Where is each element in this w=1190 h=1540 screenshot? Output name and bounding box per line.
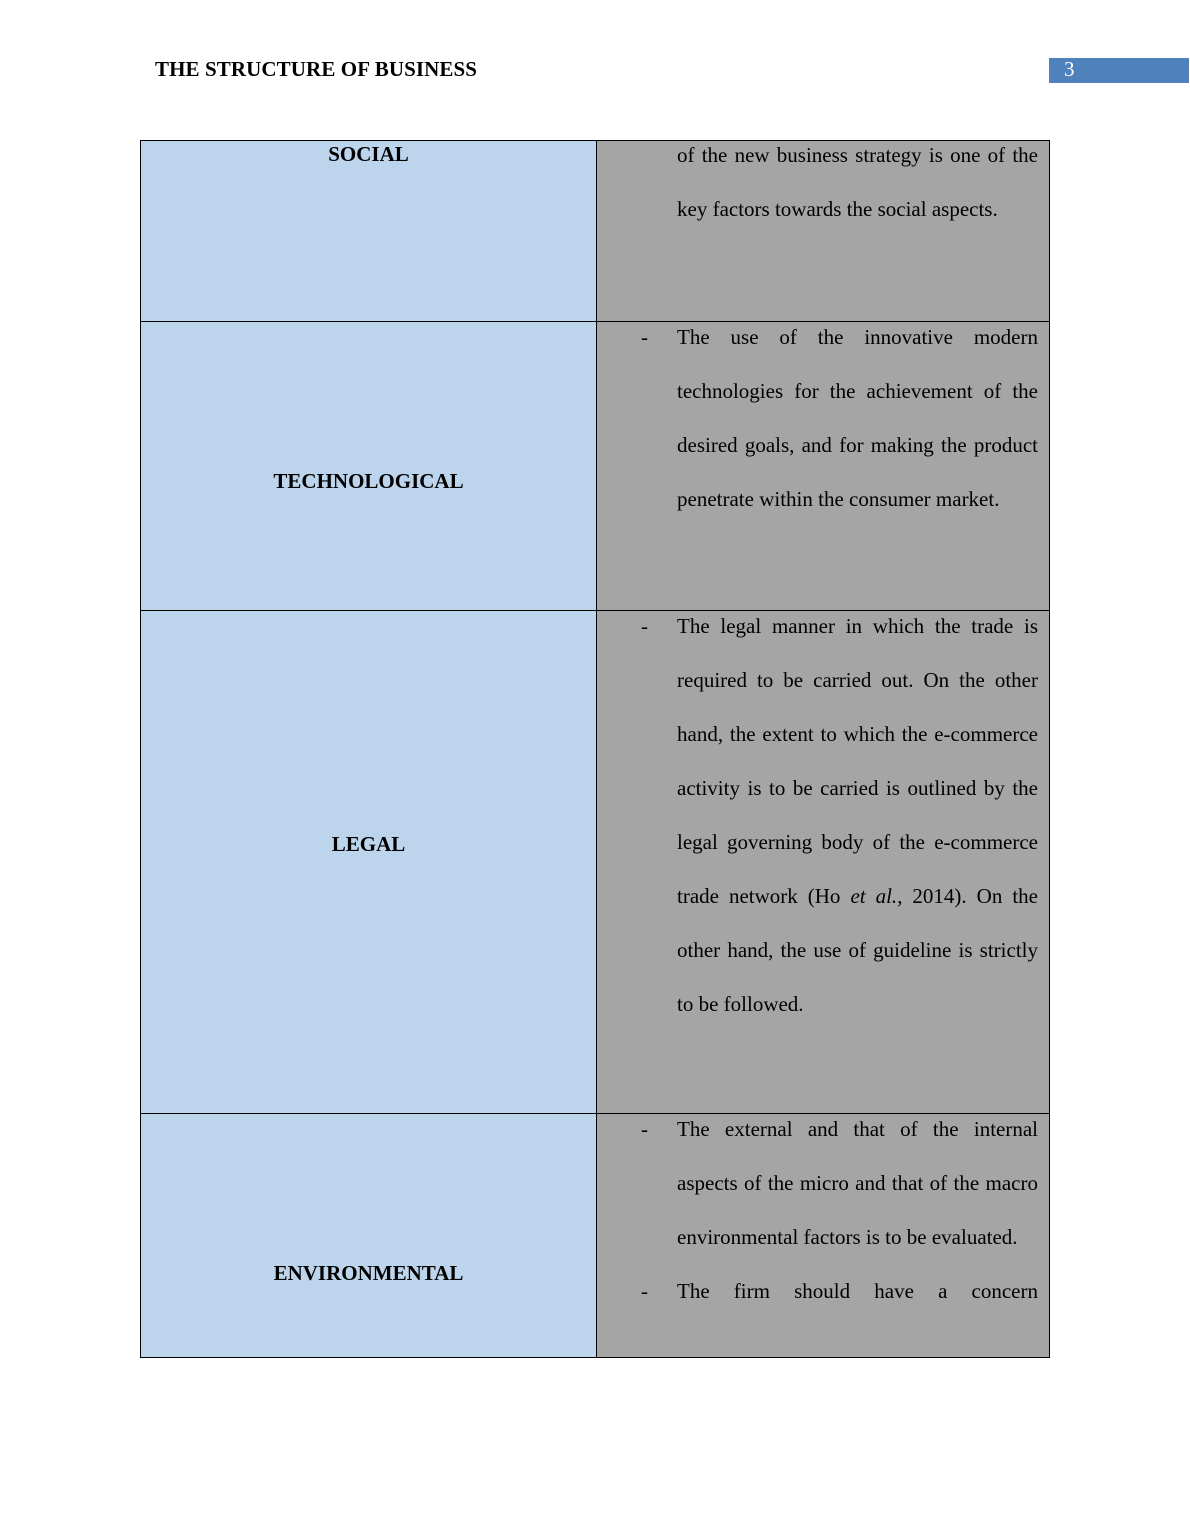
row-content-cell <box>597 322 1050 611</box>
row-content-cell <box>597 1114 1050 1358</box>
row-label-cell <box>141 1114 597 1358</box>
pest-analysis-table <box>140 140 1050 1358</box>
bullet-list <box>597 310 1049 526</box>
list-item-text: The use of the innovative modern technologies for the achievement of the desired goals, and for making the product penetrate within the consumer market. <box>677 325 1038 511</box>
running-header-title: THE STRUCTURE OF BUSINESS <box>155 57 478 81</box>
row-label-technological: TECHNOLOGICAL <box>273 469 464 493</box>
bullet-list <box>597 599 1049 1031</box>
list-item-text: The firm should have a concern <box>677 1279 1038 1303</box>
table-row <box>141 141 1050 322</box>
bullet-list <box>597 1102 1049 1345</box>
bullet-list <box>597 128 1049 236</box>
text-segment: , 2014). On the other hand, the use of guideline is strictly to be followed. <box>677 884 1038 1016</box>
text-segment: The legal manner in which the trade is required to be carried out. On the other hand, the extent to which the e-commerce activity is to be carried is outlined by the legal governing body of the e-commerce trade network (Ho <box>677 614 1038 908</box>
dash-bullet: - <box>641 1117 648 1141</box>
list-item-text: of the new business strategy is one of the key factors towards the social aspects. <box>677 143 1038 221</box>
page-number: 3 <box>1064 57 1075 81</box>
table-row <box>141 1114 1050 1358</box>
row-content-cell <box>597 141 1050 322</box>
row-label-cell <box>141 141 597 322</box>
list-item <box>597 1264 1038 1318</box>
list-item <box>597 599 1038 1031</box>
row-label-social: SOCIAL <box>328 142 409 166</box>
row-label-environmental: ENVIRONMENTAL <box>273 1261 464 1285</box>
list-item-text: The external and that of the internal aspects of the micro and that of the macro environmental factors is to be evaluated. <box>677 1117 1038 1249</box>
list-item <box>597 128 1038 236</box>
list-item <box>597 1102 1038 1264</box>
row-content-cell <box>597 611 1050 1114</box>
table-row <box>141 611 1050 1114</box>
page-number-box <box>1049 58 1189 83</box>
row-label-legal: LEGAL <box>331 832 406 856</box>
table-row <box>141 322 1050 611</box>
citation-et-al: et al. <box>850 884 898 908</box>
list-item <box>597 310 1038 526</box>
dash-bullet: - <box>641 1279 648 1303</box>
row-label-cell <box>141 611 597 1114</box>
dash-bullet: - <box>641 614 648 638</box>
dash-bullet: - <box>641 325 648 349</box>
row-label-cell <box>141 322 597 611</box>
list-item-text <box>677 599 1038 1031</box>
